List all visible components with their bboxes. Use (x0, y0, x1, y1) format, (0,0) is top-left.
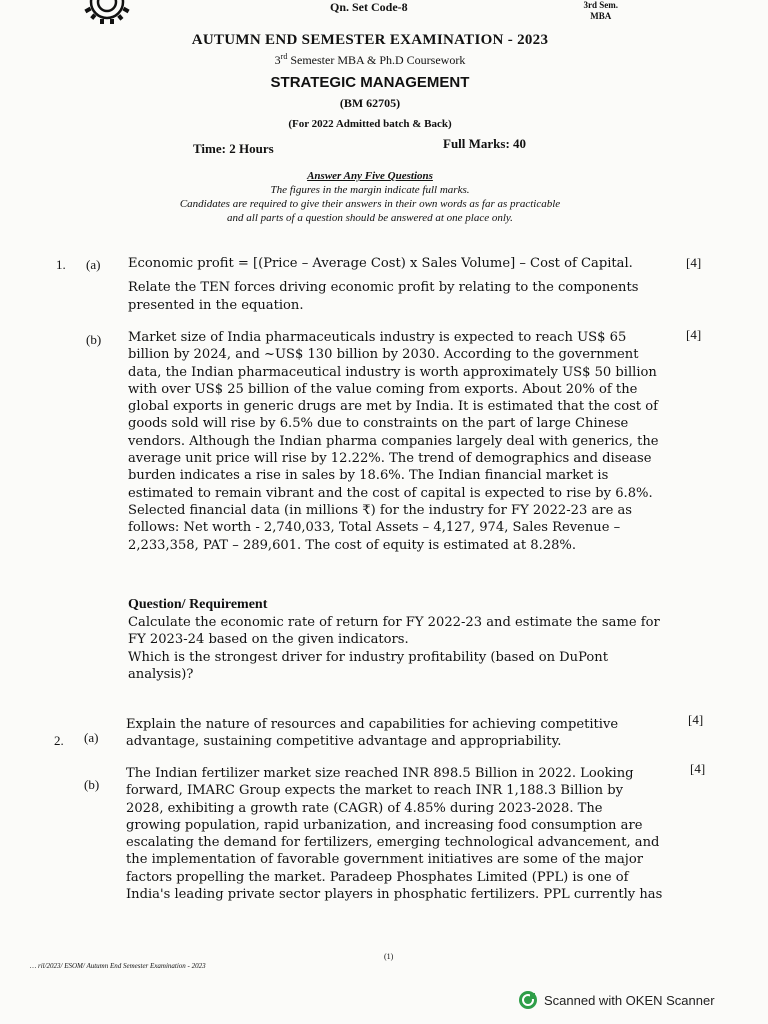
instruction-line-2: Candidates are required to give their answers in their own words as far as practicable (179, 198, 561, 210)
requirement-text (128, 614, 668, 683)
q2b-line: escalating the demand for fertilizers, emerging technological advancement, and (126, 835, 660, 851)
scanner-text: Scanned with OKEN Scanner (544, 992, 715, 1008)
batch-note: (For 2022 Admitted batch & Back) (288, 118, 452, 130)
q1b-line: burden indicates a rise in sales by 18.6%. The Indian financial market is (128, 468, 609, 484)
question-2b-label: (b) (84, 777, 100, 792)
subject-title: STRATEGIC MANAGEMENT (270, 74, 470, 91)
oken-scanner-icon (518, 990, 538, 1010)
q1b-line: estimated to remain vibrant and the cost of capital is expected to rise by 6.8%. (128, 485, 653, 501)
q2b-line: the implementation of favorable government initiatives are some of the major (126, 852, 643, 868)
question-2a-label: (a) (84, 730, 99, 745)
q1b-line: average unit price will rise by 12.22%. The trend of demographics and disease (128, 451, 652, 467)
q1b-line: Selected financial data (in millions ₹) for the industry for FY 2022-23 are as (128, 502, 633, 518)
q2b-line: forward, IMARC Group expects the market to reach INR 1,188.3 Billion by (126, 783, 624, 799)
requirement-line: FY 2023-24 based on the given indicators. (128, 632, 409, 648)
question-1b-marks: [4] (686, 327, 702, 342)
q2a-line: advantage, sustaining competitive advantage and appropriability. (126, 734, 562, 750)
q1b-line: Market size of India pharmaceuticals industry is expected to reach US$ 65 (128, 330, 627, 345)
footer-exam-reference: … ril/2023/ ESOM/ Autumn End Semester Examination - 2023 (30, 962, 206, 970)
requirement-line: Calculate the economic rate of return for FY 2022-23 and estimate the same for (128, 615, 660, 630)
q2b-line: India's leading private sector players in phosphatic fertilizers. PPL currently has (126, 887, 663, 903)
q1a-line: presented in the equation. (128, 297, 304, 313)
instruction-line-1: The figures in the margin indicate full marks. (270, 184, 470, 196)
q1b-line: billion by 2024, and ~US$ 130 billion by 2030. According to the government (128, 347, 639, 363)
program-superscript: rd (280, 52, 288, 61)
q2b-line: growing population, rapid urbanization, and increasing food consumption are (126, 817, 643, 833)
question-2b-marks: [4] (690, 761, 706, 776)
q1a-line: Economic profit = [(Price – Average Cost) x Sales Volume] – Cost of Capital. (128, 256, 633, 271)
semester-badge-line1: 3rd Sem. (583, 0, 618, 10)
requirement-line: Which is the strongest driver for industry profitability (based on DuPont (128, 649, 608, 665)
question-1b-label: (b) (86, 332, 102, 347)
question-2a-marks: [4] (688, 712, 704, 727)
q1a-line: Relate the TEN forces driving economic profit by relating to the components (128, 280, 639, 296)
q1b-line: with over US$ 25 billion of the value coming from exports. About 20% of the (128, 381, 638, 397)
program-number: 3 (274, 53, 281, 67)
question-set-code: Qn. Set Code-8 (330, 0, 408, 14)
question-2b-text (126, 765, 670, 903)
q2a-line: Explain the nature of resources and capabilities for achieving competitive (126, 717, 619, 732)
scanner-watermark (518, 990, 715, 1010)
question-1a-label: (a) (86, 257, 101, 272)
requirement-heading: Question/ Requirement (128, 597, 268, 612)
program-text: Semester MBA & Ph.D Coursework (287, 53, 466, 67)
q2b-line: 2028, exhibiting a growth rate (CAGR) of 4.85% during 2023-2028. The (126, 800, 603, 816)
exam-time: Time: 2 Hours (193, 141, 274, 156)
q1b-line: global exports in generic drugs are met by India. It is estimated that the cost of (128, 399, 658, 415)
program-line (0, 52, 740, 68)
institute-gear-logo-icon (82, 0, 132, 24)
semester-badge-line2: MBA (590, 11, 612, 21)
q2b-line: factors propelling the market. Paradeep Phosphates Limited (PPL) is one of (126, 869, 629, 885)
question-1a-text (128, 255, 668, 314)
question-2-number: 2. (54, 733, 64, 748)
exam-title: AUTUMN END SEMESTER EXAMINATION - 2023 (191, 32, 549, 48)
full-marks: Full Marks: 40 (443, 136, 527, 151)
q1b-line: vendors. Although the Indian pharma companies largely deal with generics, the (128, 433, 659, 449)
question-2a-text (126, 716, 670, 751)
semester-badge (584, 0, 619, 22)
requirement-line: analysis)? (128, 666, 194, 682)
page-number: (1) (384, 952, 394, 961)
subject-code: (BM 62705) (339, 96, 401, 110)
q1b-line: goods sold will rise by 6.5% due to constraints on the part of large Chinese (128, 416, 629, 432)
question-1b-text (128, 329, 668, 554)
instruction-line-3: and all parts of a question should be answered at one place only. (227, 212, 513, 224)
q1b-line: 2,233,358, PAT – 289,601. The cost of equity is estimated at 8.28%. (128, 537, 577, 553)
q1b-line: follows: Net worth - 2,740,033, Total Assets – 4,127, 974, Sales Revenue – (128, 520, 621, 536)
q2b-line: The Indian fertilizer market size reached INR 898.5 Billion in 2022. Looking (126, 766, 634, 781)
q1b-line: data, the Indian pharmaceutical industry is worth approximately US$ 50 billion (128, 364, 657, 380)
question-1a-marks: [4] (686, 255, 702, 270)
question-1-number: 1. (56, 257, 66, 272)
instructions-heading: Answer Any Five Questions (307, 170, 433, 182)
